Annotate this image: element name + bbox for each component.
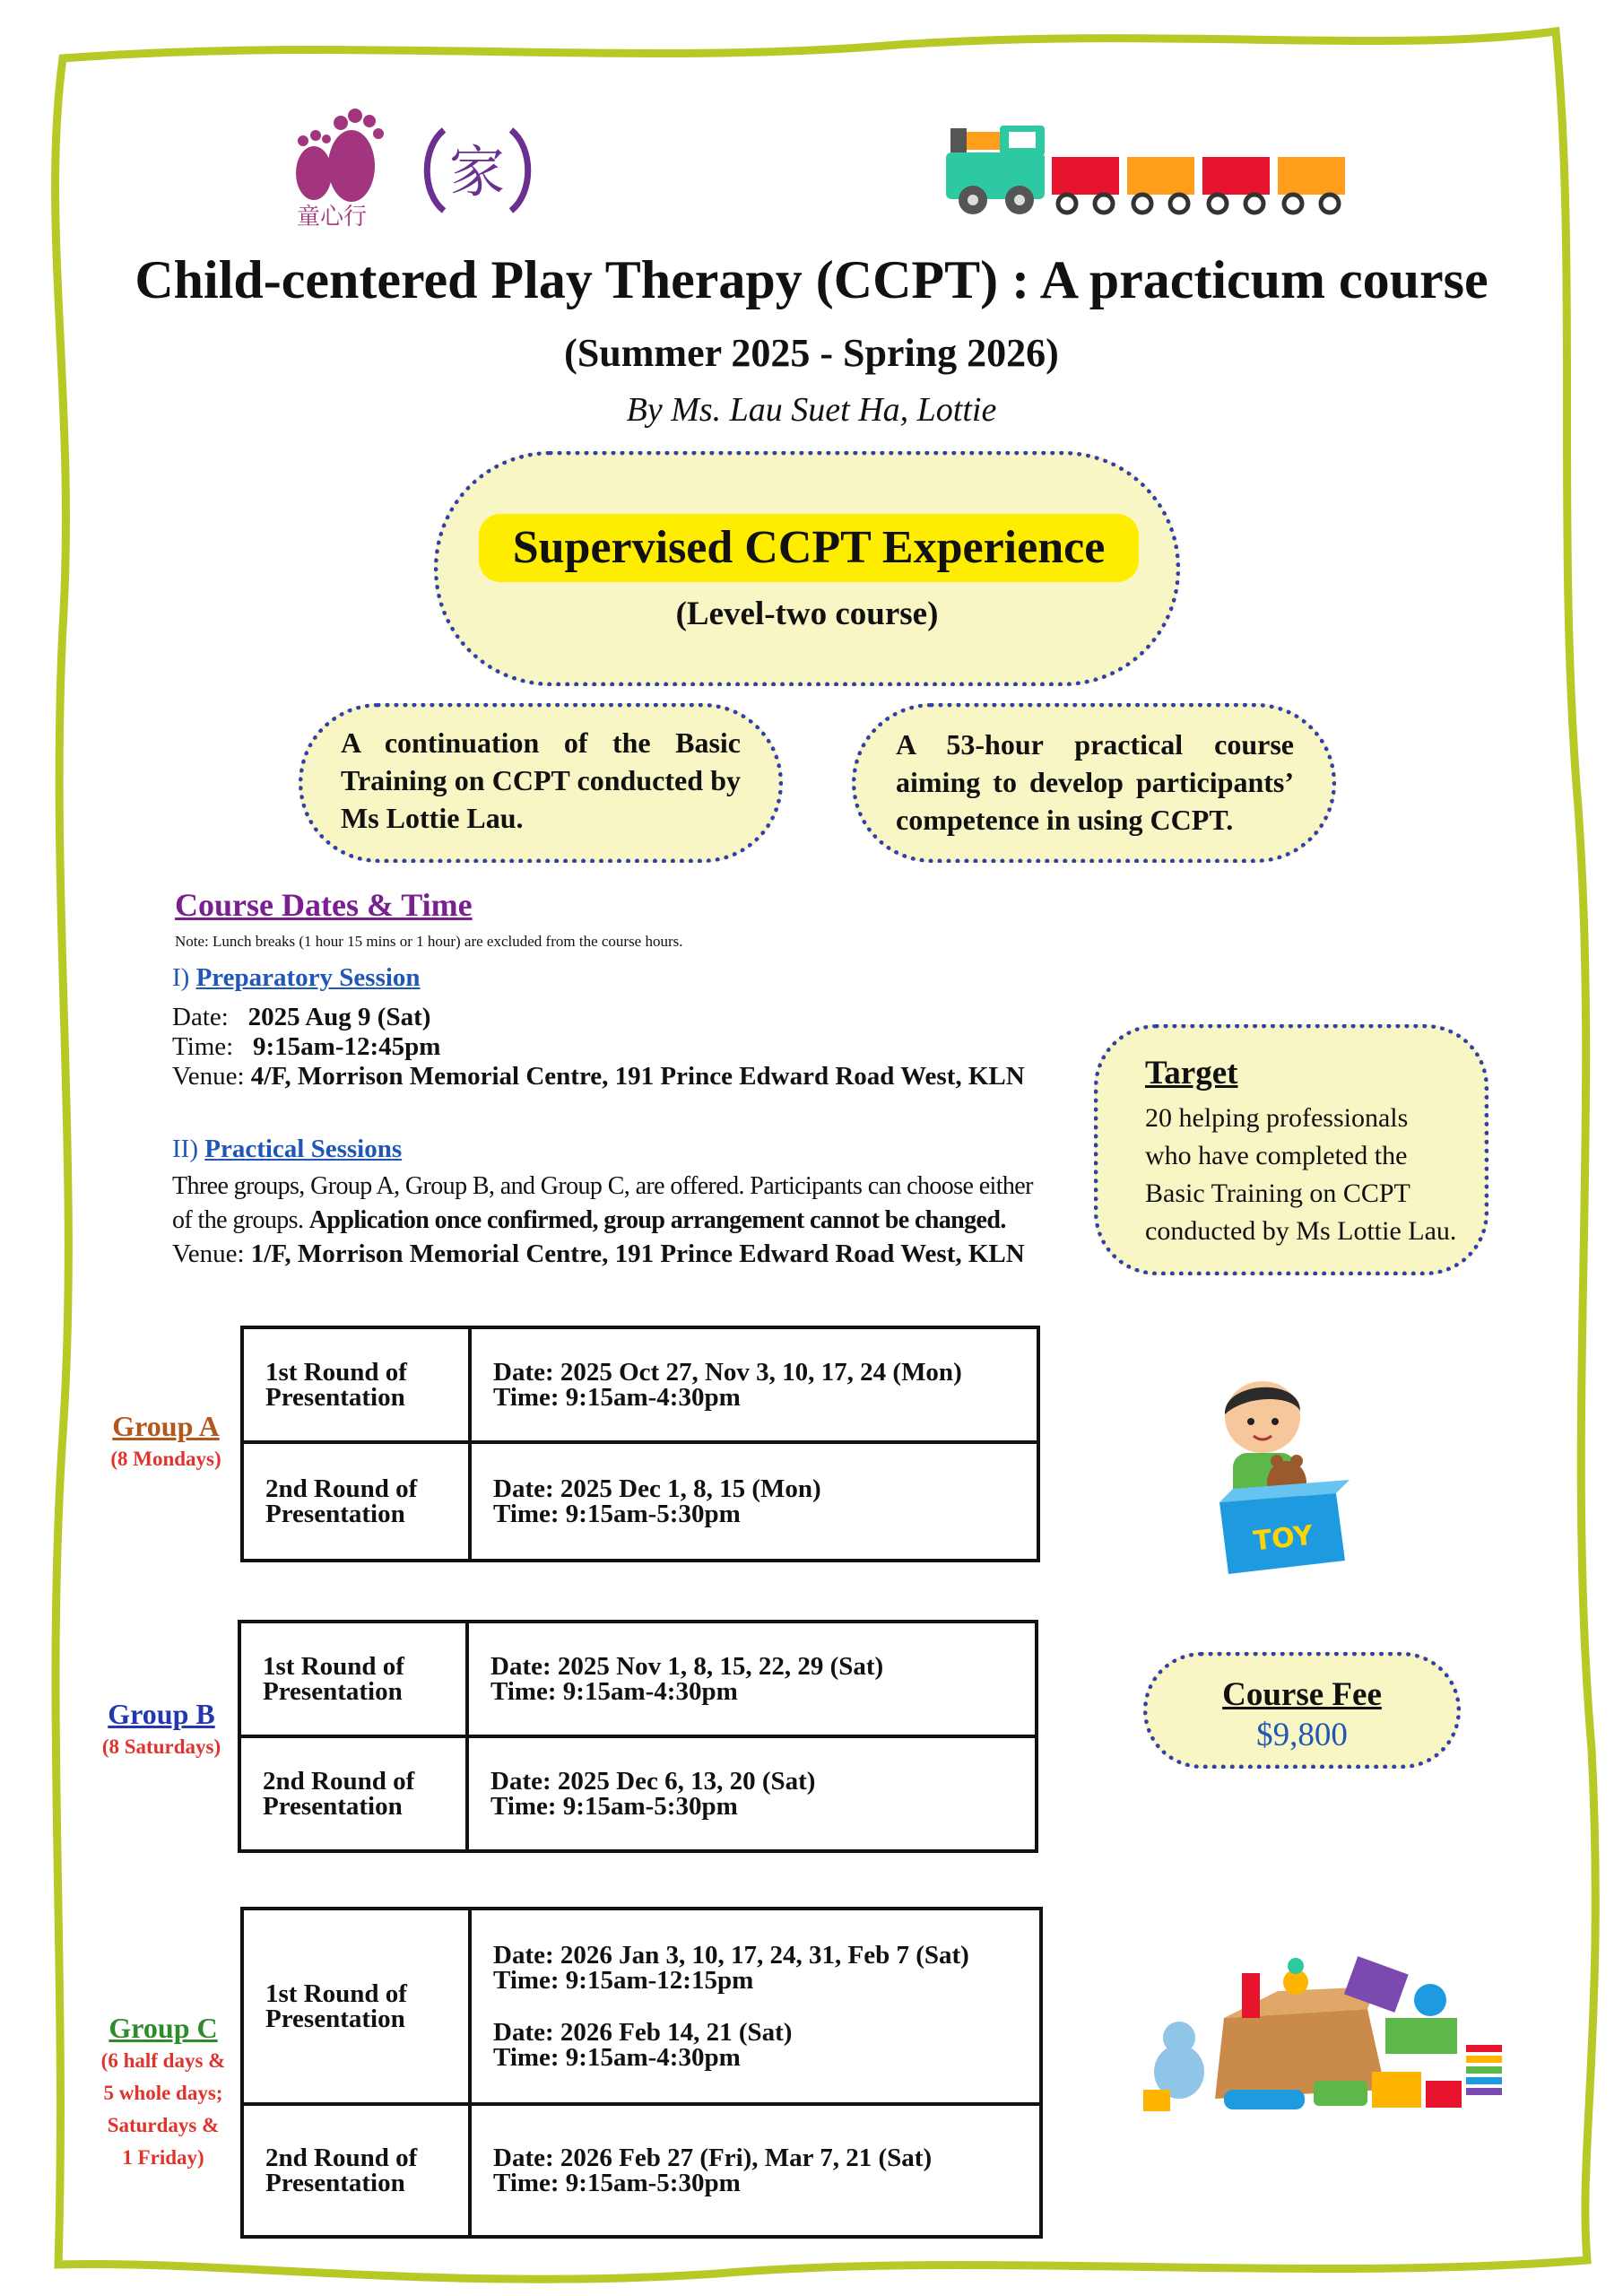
- group-b-label: [72, 1698, 251, 1763]
- practical-venue-row: [172, 1239, 1025, 1269]
- toy-box-label: TOY: [1252, 1519, 1315, 1558]
- group-a-label: [76, 1410, 256, 1475]
- group-a-name: Group A: [112, 1410, 220, 1442]
- round-date: Date: 2025 Nov 1, 8, 15, 22, 29 (Sat): [490, 1652, 884, 1681]
- round-label: 1st Round of Presentation: [242, 1909, 470, 2104]
- spacer: [493, 1993, 1039, 2020]
- practical-venue: 1/F, Morrison Memorial Centre, 191 Prince Edward Road West, KLN: [250, 1239, 1025, 1268]
- course-fee-value: $9,800: [1256, 1717, 1348, 1753]
- practical-sessions-heading: [172, 1135, 402, 1164]
- round-date: Date: 2025 Dec 6, 13, 20 (Sat): [490, 1767, 816, 1796]
- round-details: [470, 1442, 1038, 1561]
- round-time: Time: 9:15am-5:30pm: [493, 2169, 741, 2197]
- roman-numeral: II): [172, 1135, 198, 1163]
- group-b-name: Group B: [108, 1698, 215, 1730]
- prep-date: 2025 Aug 9 (Sat): [247, 1003, 431, 1031]
- logo1-text: 童心行: [296, 204, 368, 229]
- target-text: 20 helping professionals who have completed the Basic Training on CCPT conducted by Ms Lottie Lau.: [1145, 1103, 1457, 1246]
- group-c-label: [74, 2012, 253, 2174]
- course-level: (Level-two course): [675, 596, 939, 632]
- round-label: 2nd Round of Presentation: [242, 2104, 470, 2237]
- round-date: Date: 2026 Jan 3, 10, 17, 24, 31, Feb 7 (Sat): [493, 1941, 969, 1970]
- prep-venue-row: [172, 1062, 1025, 1091]
- round-date: Date: 2025 Dec 1, 8, 15 (Mon): [493, 1474, 821, 1503]
- group-a-table: [240, 1326, 1040, 1562]
- group-a-schedule-note: (8 Mondays): [110, 1448, 221, 1470]
- round-date: Date: 2026 Feb 14, 21 (Sat): [493, 2018, 793, 2047]
- page-subtitle: (Summer 2025 - Spring 2026): [564, 331, 1059, 375]
- preparatory-session-heading: [172, 963, 421, 993]
- prep-date-row: [172, 1003, 430, 1032]
- group-c-schedule-note-4: 1 Friday): [122, 2146, 204, 2169]
- lunch-note: Note: Lunch breaks (1 hour 15 mins or 1 hour) are excluded from the course hours.: [175, 933, 683, 950]
- round-label: 2nd Round of Presentation: [242, 1442, 470, 1561]
- table-row: [242, 1909, 1041, 2104]
- round-label: 1st Round of Presentation: [239, 1622, 467, 1736]
- group-c-schedule-note-2: 5 whole days;: [103, 2082, 223, 2104]
- group-c-name: Group C: [108, 2012, 218, 2044]
- round-time: Time: 9:15am-4:30pm: [493, 2043, 741, 2072]
- target-cloud: [1094, 1024, 1488, 1275]
- course-banner: Supervised CCPT Experience: [479, 514, 1139, 582]
- round-date: Date: 2025 Oct 27, Nov 3, 10, 17, 24 (Mon): [493, 1358, 962, 1387]
- round-date: Date: 2026 Feb 27 (Fri), Mar 7, 21 (Sat): [493, 2144, 933, 2172]
- practical-description: [172, 1170, 1033, 1238]
- round-time: Time: 9:15am-5:30pm: [493, 1500, 741, 1528]
- page-title: Child-centered Play Therapy (CCPT) : A practicum course: [135, 250, 1488, 309]
- group-b-table: [238, 1620, 1038, 1853]
- round-details: [467, 1622, 1037, 1736]
- child-toybox-illustration: [1202, 1368, 1363, 1592]
- organization-logo-footprints: [269, 103, 395, 229]
- target-heading: Target: [1145, 1055, 1238, 1091]
- continuation-blurb: A continuation of the Basic Training on CCPT conducted by Ms Lottie Lau.: [299, 703, 783, 863]
- round-time: Time: 9:15am-5:30pm: [490, 1792, 738, 1821]
- round-details: [467, 1736, 1037, 1851]
- round-time: Time: 9:15am-4:30pm: [493, 1383, 741, 1412]
- practical-blurb: A 53-hour practical course aiming to develop participants’ competence in using CCPT.: [852, 703, 1336, 863]
- practical-sessions-link: Practical Sessions: [204, 1135, 403, 1163]
- round-details: [470, 1909, 1041, 2104]
- time-label: Time:: [172, 1032, 234, 1061]
- group-c-schedule-note-3: Saturdays &: [107, 2114, 220, 2136]
- instructor-byline: By Ms. Lau Suet Ha, Lottie: [626, 391, 997, 429]
- group-b-schedule-note: (8 Saturdays): [101, 1735, 221, 1758]
- train-illustration: [937, 121, 1367, 220]
- round-label: 2nd Round of Presentation: [239, 1736, 467, 1851]
- table-row: [239, 1736, 1037, 1851]
- course-fee-heading: Course Fee: [1222, 1676, 1382, 1713]
- date-label: Date:: [172, 1003, 229, 1031]
- round-details: [470, 2104, 1041, 2237]
- prep-time-row: [172, 1032, 440, 1062]
- group-c-table: [240, 1907, 1043, 2239]
- prep-time: 9:15am-12:45pm: [253, 1032, 441, 1061]
- venue-label: Venue:: [172, 1239, 245, 1268]
- logo2-text: 家: [448, 139, 506, 204]
- table-row: [242, 2104, 1041, 2237]
- prep-venue: 4/F, Morrison Memorial Centre, 191 Prince Edward Road West, KLN: [250, 1062, 1025, 1091]
- round-time: Time: 9:15am-12:15pm: [493, 1966, 754, 1995]
- table-row: [242, 1442, 1038, 1561]
- round-time: Time: 9:15am-4:30pm: [490, 1677, 738, 1706]
- preparatory-session-link: Preparatory Session: [195, 963, 421, 992]
- table-row: [242, 1327, 1038, 1442]
- practical-desc-warning: Application once confirmed, group arrangement cannot be changed.: [308, 1206, 1006, 1234]
- roman-numeral: I): [172, 963, 190, 992]
- course-fee-cloud: [1143, 1652, 1461, 1769]
- round-details: [470, 1327, 1038, 1442]
- course-dates-heading: Course Dates & Time: [175, 887, 473, 923]
- venue-label: Venue:: [172, 1062, 245, 1091]
- table-row: [239, 1622, 1037, 1736]
- toys-pile-illustration: [1143, 1955, 1511, 2117]
- practical-desc-text: Three groups, Group A, Group B, and Group C, are offered. Participants can choose either of the groups.: [172, 1172, 1033, 1234]
- group-c-schedule-note-1: (6 half days &: [100, 2049, 226, 2072]
- round-label: 1st Round of Presentation: [242, 1327, 470, 1442]
- organization-logo-family: [417, 121, 538, 220]
